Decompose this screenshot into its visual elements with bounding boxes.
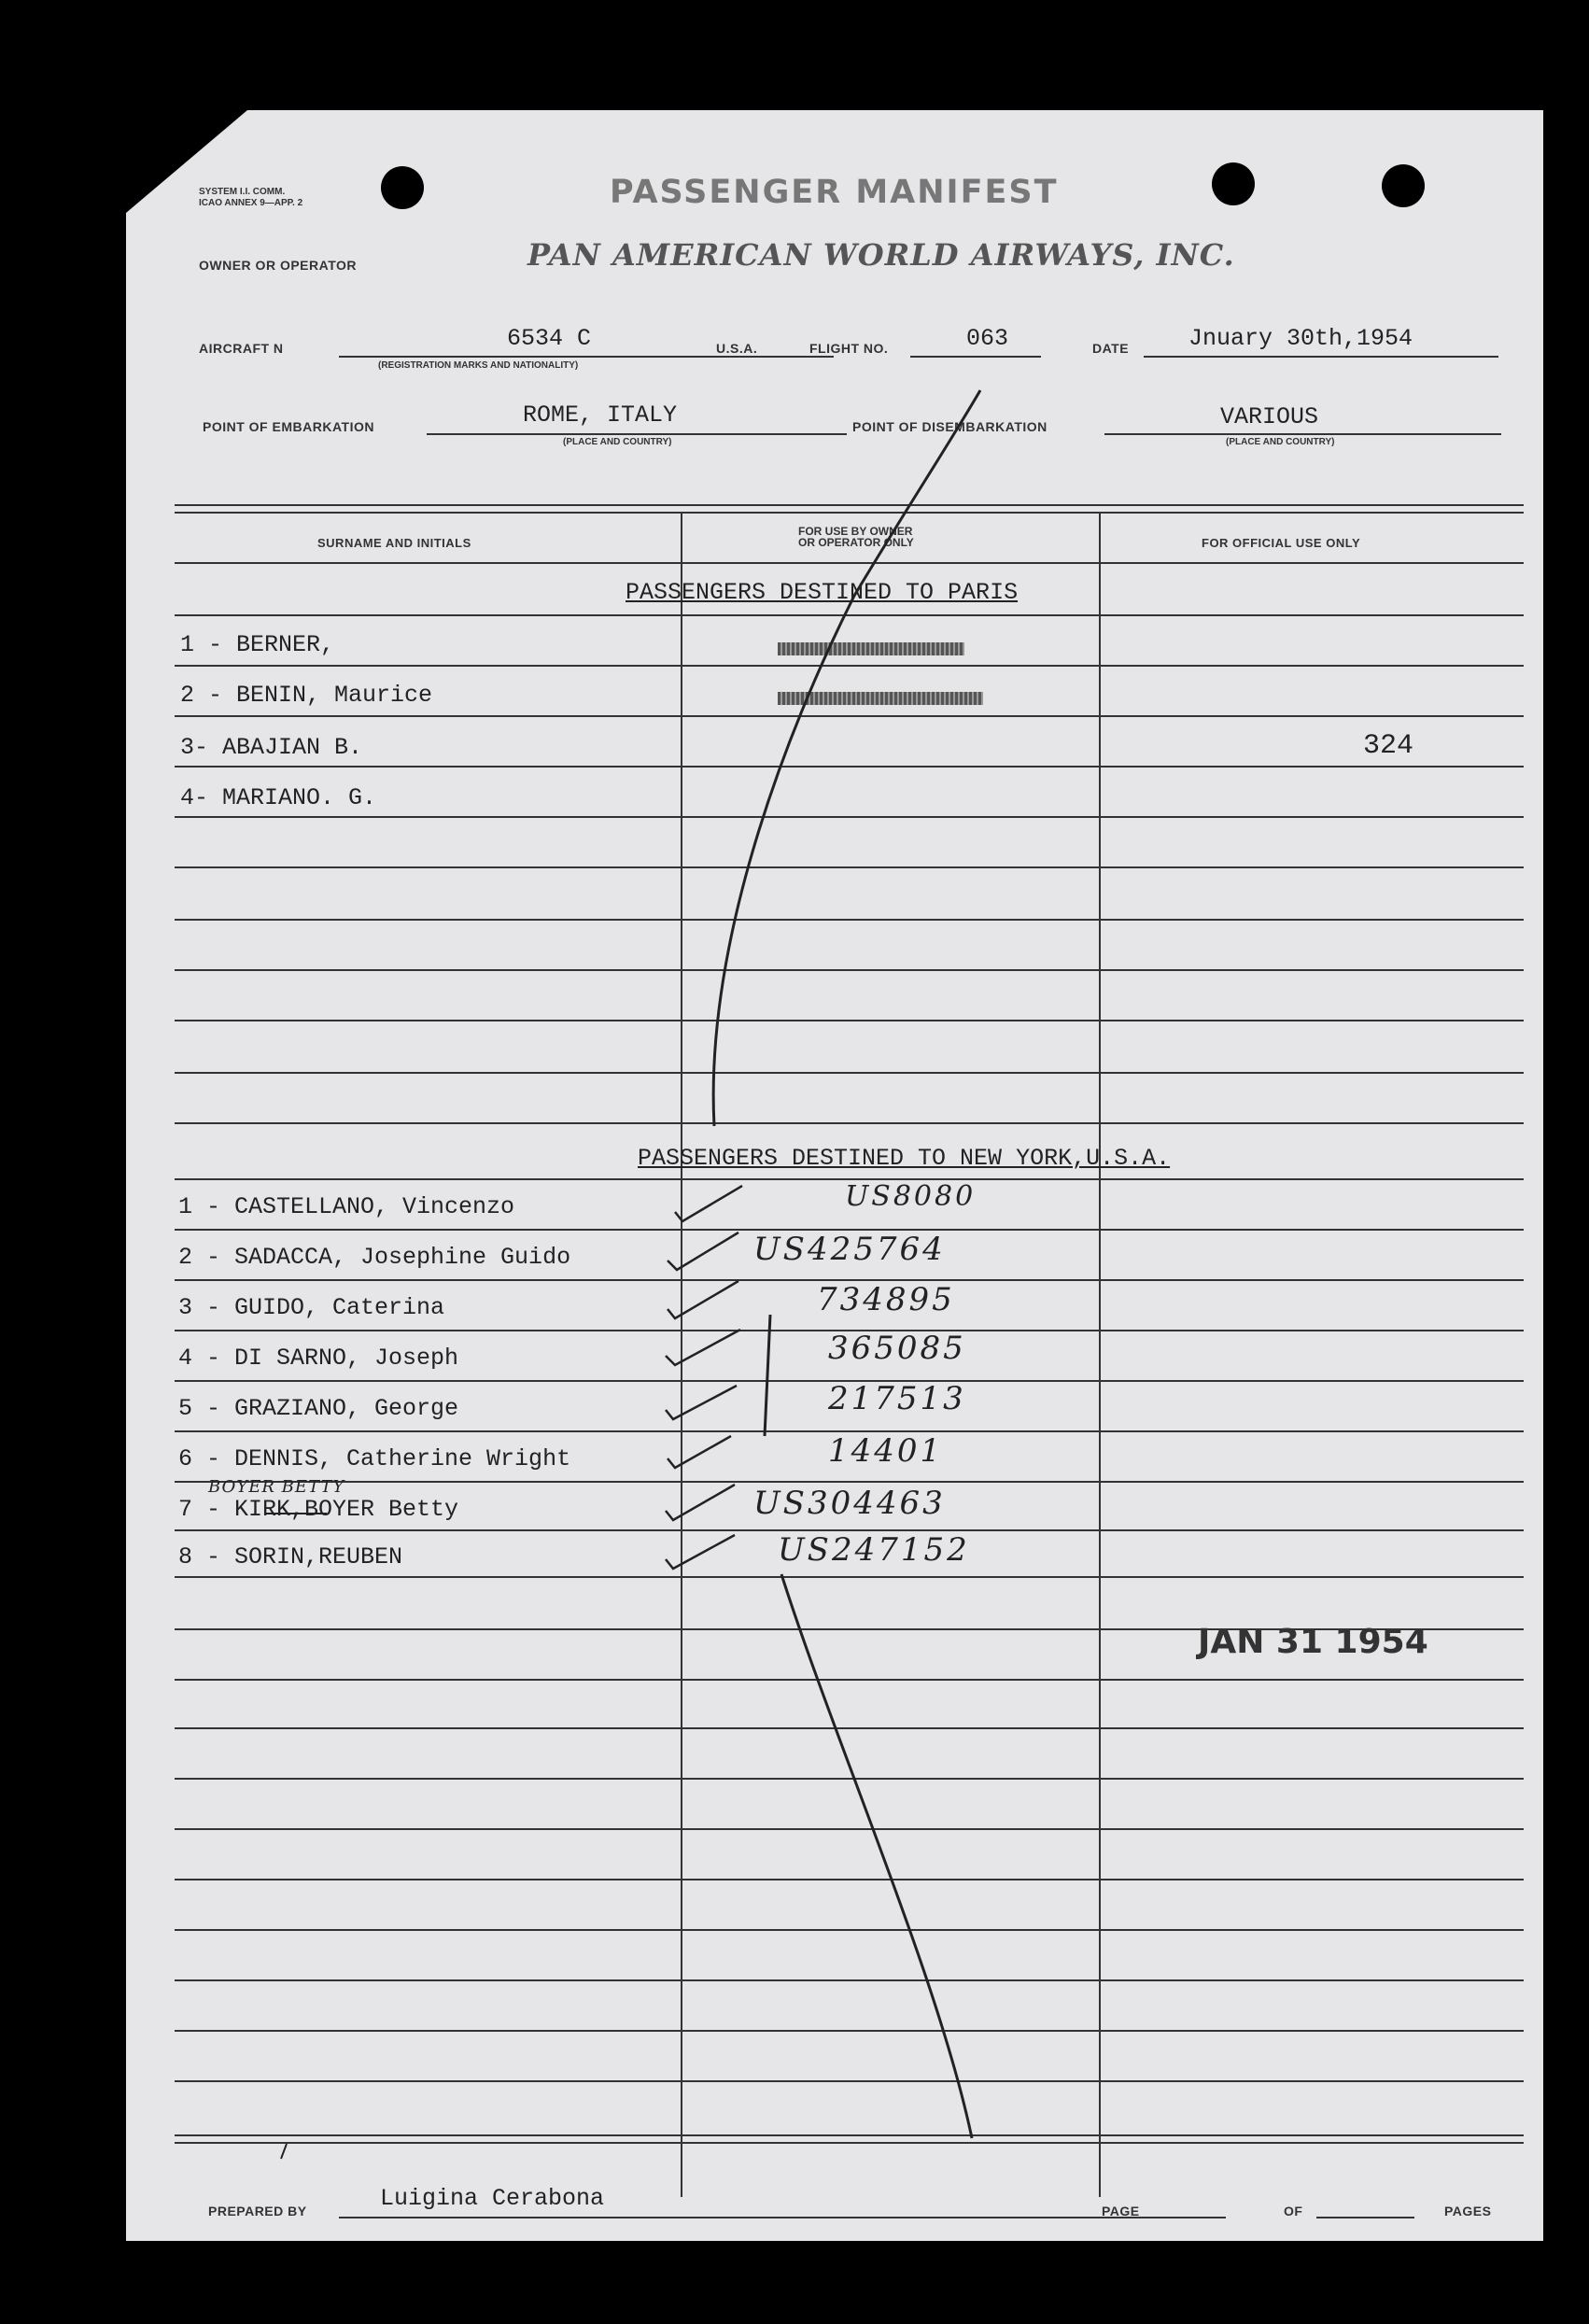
list-item: 1 - CASTELLANO, Vincenzo xyxy=(178,1193,515,1220)
list-item: 6 - DENNIS, Catherine Wright xyxy=(178,1445,571,1472)
list-item: 2 - SADACCA, Josephine Guido xyxy=(178,1244,571,1271)
pages-label: PAGES xyxy=(1444,2204,1492,2218)
flight-value: 063 xyxy=(966,325,1009,352)
embark-value: ROME, ITALY xyxy=(523,401,678,429)
flight-label: FLIGHT NO. xyxy=(809,341,889,356)
handwritten-annotation: BOYER BETTY xyxy=(208,1477,345,1497)
date-label: DATE xyxy=(1092,341,1130,356)
handwritten-number: US247152 xyxy=(778,1531,970,1569)
list-item: 8 - SORIN,REUBEN xyxy=(178,1543,403,1570)
pen-stroke xyxy=(781,1574,972,2138)
punch-hole xyxy=(381,166,424,209)
paris-heading: PASSENGERS DESTINED TO PARIS xyxy=(626,579,1019,606)
of-underline xyxy=(1316,2217,1414,2218)
ruled-line xyxy=(175,1679,1524,1681)
handwritten-number: 217513 xyxy=(828,1380,966,1417)
ref-code-line1: SYSTEM I.I. COMM. xyxy=(199,187,286,197)
ruled-line xyxy=(175,766,1524,768)
punch-hole xyxy=(1212,162,1255,205)
prepared-underline xyxy=(339,2217,1226,2218)
list-item: 2 - BENIN, Maurice xyxy=(180,682,433,709)
handwritten-number: 14401 xyxy=(828,1432,944,1470)
ruled-line xyxy=(175,866,1524,868)
ruled-line xyxy=(175,2030,1524,2032)
ruled-line xyxy=(175,1122,1524,1124)
aircraft-sub: (REGISTRATION MARKS AND NATIONALITY) xyxy=(378,360,579,371)
table-bottom-rule xyxy=(175,2134,1524,2136)
ruled-line xyxy=(175,1879,1524,1880)
list-item: 7 - KIRK,BOYER Betty xyxy=(178,1496,459,1523)
date-underline xyxy=(1144,356,1498,358)
aircraft-underline xyxy=(339,356,834,358)
punch-hole xyxy=(1382,164,1425,207)
checkmark xyxy=(668,1281,738,1318)
ruled-line xyxy=(175,1481,1524,1483)
checkmark xyxy=(668,1232,738,1270)
prepared-value: Luigina Cerabona xyxy=(380,2185,605,2212)
redaction-mark xyxy=(778,642,964,655)
handwritten-number: US8080 xyxy=(845,1180,977,1213)
column-divider xyxy=(1099,512,1101,2197)
checkmark xyxy=(666,1485,735,1520)
ruled-line xyxy=(175,562,1524,564)
page-label: PAGE xyxy=(1102,2204,1140,2218)
checkmark xyxy=(668,1436,731,1468)
ref-code-line2: ICAO ANNEX 9—APP. 2 xyxy=(199,198,303,208)
ruled-line xyxy=(175,919,1524,921)
handwritten-number: 365085 xyxy=(828,1330,966,1367)
ruled-line xyxy=(175,1727,1524,1729)
ruled-line xyxy=(175,614,1524,616)
manifest-page xyxy=(126,110,1543,2241)
page-title: PASSENGER MANIFEST xyxy=(610,174,1059,211)
flight-underline xyxy=(910,356,1041,358)
col-owner-use-1: FOR USE BY OWNER xyxy=(798,525,913,538)
company-name: PAN AMERICAN WORLD AIRWAYS, INC. xyxy=(527,237,1235,273)
pen-stroke xyxy=(765,1315,770,1436)
embark-label: POINT OF EMBARKATION xyxy=(203,419,374,434)
date-stamp: JAN 31 1954 xyxy=(1198,1623,1428,1661)
col-owner-use-2: OR OPERATOR ONLY xyxy=(798,536,914,549)
ruled-line xyxy=(175,1020,1524,1021)
checkmark xyxy=(666,1535,735,1569)
page-underline xyxy=(1151,2217,1226,2218)
list-item: 4- MARIANO. G. xyxy=(180,784,377,811)
prepared-label: PREPARED BY xyxy=(208,2204,307,2218)
ruled-line xyxy=(175,816,1524,818)
aircraft-value: 6534 C xyxy=(507,325,592,352)
checkmark xyxy=(675,1186,742,1221)
embark-underline xyxy=(427,433,847,435)
disembark-label: POINT OF DISEMBARKATION xyxy=(852,419,1048,434)
ruled-line xyxy=(175,969,1524,971)
redaction-mark xyxy=(778,692,983,705)
list-item: 1 - BERNER, xyxy=(180,631,335,658)
ruled-line xyxy=(175,665,1524,667)
pen-stroke xyxy=(713,390,980,1126)
initial-tick xyxy=(281,2144,287,2159)
table-bottom-rule xyxy=(175,2142,1524,2144)
of-label: OF xyxy=(1284,2204,1303,2218)
checkmark xyxy=(666,1330,740,1365)
newyork-heading: PASSENGERS DESTINED TO NEW YORK,U.S.A. xyxy=(638,1145,1171,1172)
list-item: 3- ABAJIAN B. xyxy=(180,734,363,761)
col-surname: SURNAME AND INITIALS xyxy=(317,536,471,550)
column-divider xyxy=(681,512,682,2197)
disembark-underline xyxy=(1104,433,1501,435)
aircraft-label: AIRCRAFT N xyxy=(199,341,284,356)
list-item: 4 - DI SARNO, Joseph xyxy=(178,1345,459,1372)
ruled-line xyxy=(175,715,1524,717)
handwritten-number: US425764 xyxy=(753,1231,946,1268)
ruled-line xyxy=(175,1778,1524,1780)
handwritten-number: US304463 xyxy=(753,1485,946,1522)
handwritten-number: 734895 xyxy=(817,1281,955,1318)
ruled-line xyxy=(175,2080,1524,2082)
date-value: Jnuary 30th,1954 xyxy=(1188,325,1413,352)
disembark-value: VARIOUS xyxy=(1220,403,1319,430)
col-official: FOR OFFICIAL USE ONLY xyxy=(1202,536,1361,550)
owner-label: OWNER OR OPERATOR xyxy=(199,258,357,273)
ruled-line xyxy=(175,1072,1524,1074)
list-item: 5 - GRAZIANO, George xyxy=(178,1395,459,1422)
usa-label: U.S.A. xyxy=(716,341,758,356)
table-top-rule xyxy=(175,504,1524,506)
table-top-rule xyxy=(175,512,1524,514)
embark-sub: (PLACE AND COUNTRY) xyxy=(563,437,672,447)
ruled-line xyxy=(175,1929,1524,1931)
disembark-sub: (PLACE AND COUNTRY) xyxy=(1226,437,1335,447)
official-number: 324 xyxy=(1363,730,1414,762)
list-item: 3 - GUIDO, Caterina xyxy=(178,1294,445,1321)
ruled-line xyxy=(175,1576,1524,1578)
ruled-line xyxy=(175,1828,1524,1830)
ruled-line xyxy=(175,1979,1524,1981)
checkmark xyxy=(666,1386,737,1419)
